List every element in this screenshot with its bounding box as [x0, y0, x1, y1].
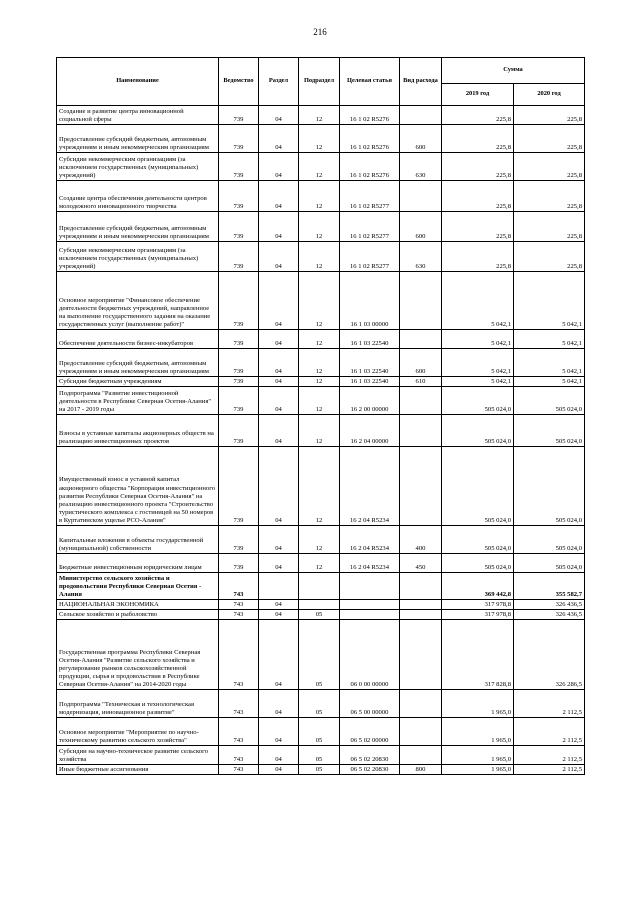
row-ministry: 743	[219, 620, 259, 690]
header-sum: Сумма	[442, 58, 585, 84]
row-sum-2019: 225,8	[442, 153, 514, 181]
row-subsection: 12	[299, 330, 340, 349]
row-target: 16 1 03 00000	[340, 272, 400, 330]
table-row	[57, 573, 585, 600]
row-target: 16 1 02 R5277	[340, 212, 400, 242]
row-section: 04	[259, 272, 299, 330]
row-target: 16 1 03 22540	[340, 349, 400, 377]
page-number: 216	[313, 27, 327, 37]
row-name: Бюджетные инвестиционным юридическим лицам	[57, 554, 219, 573]
row-ministry: 743	[219, 746, 259, 765]
row-section: 04	[259, 349, 299, 377]
row-expense: 600	[400, 212, 442, 242]
header-2020: 2020 год	[514, 84, 585, 106]
row-expense	[400, 620, 442, 690]
row-sum-2019: 317 978,8	[442, 600, 514, 610]
row-expense	[400, 746, 442, 765]
row-subsection	[299, 600, 340, 610]
table-row	[57, 620, 585, 690]
row-sum-2020: 2 112,5	[514, 690, 585, 718]
row-sum-2020: 225,8	[514, 153, 585, 181]
row-name: Основное мероприятие "Мероприятие по научно-техническому развитию сельского хозяйства"	[57, 718, 219, 746]
row-expense	[400, 272, 442, 330]
row-sum-2020: 225,8	[514, 106, 585, 125]
table-row	[57, 600, 585, 610]
row-section: 04	[259, 447, 299, 526]
table-row	[57, 377, 585, 387]
row-expense	[400, 573, 442, 600]
row-target: 16 1 03 22540	[340, 377, 400, 387]
row-expense: 400	[400, 526, 442, 554]
row-expense: 630	[400, 242, 442, 272]
table-row	[57, 125, 585, 153]
row-ministry: 739	[219, 153, 259, 181]
row-name: НАЦИОНАЛЬНАЯ ЭКОНОМИКА	[57, 600, 219, 610]
row-section: 04	[259, 125, 299, 153]
row-ministry: 743	[219, 718, 259, 746]
row-name: Субсидии на научно-техническое развитие сельского хозяйства	[57, 746, 219, 765]
row-subsection: 12	[299, 447, 340, 526]
header-ministry: Ведомство	[219, 58, 259, 106]
table-row	[57, 610, 585, 620]
table-row	[57, 526, 585, 554]
row-expense	[400, 181, 442, 212]
row-name: Сельское хозяйство и рыболовство	[57, 610, 219, 620]
table-row	[57, 554, 585, 573]
row-section: 04	[259, 620, 299, 690]
row-expense: 450	[400, 554, 442, 573]
row-sum-2020: 505 024,0	[514, 554, 585, 573]
row-sum-2019: 1 965,0	[442, 765, 514, 775]
row-expense: 600	[400, 349, 442, 377]
row-sum-2019: 317 978,8	[442, 610, 514, 620]
table-row	[57, 272, 585, 330]
row-ministry: 739	[219, 181, 259, 212]
row-target: 06 5 02 20830	[340, 765, 400, 775]
row-section: 04	[259, 106, 299, 125]
row-expense: 610	[400, 377, 442, 387]
row-expense	[400, 106, 442, 125]
row-subsection	[299, 573, 340, 600]
row-expense	[400, 718, 442, 746]
row-ministry: 739	[219, 377, 259, 387]
row-sum-2019: 5 042,1	[442, 272, 514, 330]
row-section	[259, 573, 299, 600]
row-ministry: 739	[219, 330, 259, 349]
row-name: Имущественный взнос в уставной капитал акционерного общества "Корпорация инвестиционного развития Республики Северная Осетия-Алания" на реализацию инвестиционного проекта "Строительство туристического комплекса с гостиницей на 50 номеров в Куртатинском ущелье РСО-Алания"	[57, 447, 219, 526]
table-row	[57, 690, 585, 718]
row-sum-2019: 225,8	[442, 242, 514, 272]
row-section: 04	[259, 746, 299, 765]
row-name: Предоставление субсидий бюджетным, автономным учреждениям и иным некоммерческим организациям	[57, 349, 219, 377]
table-row	[57, 181, 585, 212]
table-row	[57, 212, 585, 242]
row-sum-2019: 505 024,0	[442, 447, 514, 526]
row-ministry: 743	[219, 600, 259, 610]
row-name: Министерство сельского хозяйства и продовольствия Республики Северная Осетия - Алания	[57, 573, 219, 600]
table-row	[57, 330, 585, 349]
header-target: Целевая статья	[340, 58, 400, 106]
row-section: 04	[259, 330, 299, 349]
table-row	[57, 447, 585, 526]
header-section: Раздел	[259, 58, 299, 106]
row-subsection: 12	[299, 526, 340, 554]
row-name: Создание и развитие центра инновационной социальной сферы	[57, 106, 219, 125]
table-row	[57, 387, 585, 415]
row-section: 04	[259, 765, 299, 775]
table-body	[57, 106, 585, 775]
row-section: 04	[259, 415, 299, 447]
row-section: 04	[259, 718, 299, 746]
header-2019: 2019 год	[442, 84, 514, 106]
row-sum-2020: 326 286,5	[514, 620, 585, 690]
row-sum-2019: 225,8	[442, 125, 514, 153]
row-sum-2020: 5 042,1	[514, 349, 585, 377]
header-name: Наименование	[57, 58, 219, 106]
row-sum-2019: 505 024,0	[442, 415, 514, 447]
row-subsection: 12	[299, 153, 340, 181]
row-sum-2020: 505 024,0	[514, 447, 585, 526]
row-subsection: 12	[299, 181, 340, 212]
row-target: 06 5 02 20830	[340, 746, 400, 765]
row-sum-2019: 317 828,8	[442, 620, 514, 690]
row-target	[340, 600, 400, 610]
header-expense: Вид расхода	[400, 58, 442, 106]
row-expense	[400, 330, 442, 349]
row-sum-2020: 2 112,5	[514, 765, 585, 775]
row-sum-2019: 505 024,0	[442, 526, 514, 554]
row-sum-2020: 505 024,0	[514, 526, 585, 554]
row-section: 04	[259, 554, 299, 573]
row-ministry: 739	[219, 272, 259, 330]
row-section: 04	[259, 181, 299, 212]
row-name: Подпрограмма "Техническая и технологическая модернизация, инновационное развитие"	[57, 690, 219, 718]
row-target: 16 1 02 R5277	[340, 181, 400, 212]
row-subsection: 12	[299, 377, 340, 387]
row-target: 16 2 04 00000	[340, 415, 400, 447]
table-row	[57, 106, 585, 125]
row-name: Субсидии некоммерческим организациям (за исключением государственных (муниципальных) учреждений)	[57, 153, 219, 181]
row-section: 04	[259, 387, 299, 415]
row-target	[340, 610, 400, 620]
row-expense	[400, 600, 442, 610]
row-subsection: 12	[299, 242, 340, 272]
row-subsection: 12	[299, 415, 340, 447]
table-row	[57, 153, 585, 181]
row-expense	[400, 690, 442, 718]
row-ministry: 739	[219, 242, 259, 272]
row-target: 06 5 00 00000	[340, 690, 400, 718]
row-ministry: 739	[219, 526, 259, 554]
row-subsection: 12	[299, 272, 340, 330]
row-expense: 630	[400, 153, 442, 181]
row-sum-2019: 1 965,0	[442, 718, 514, 746]
row-target: 16 2 04 R5234	[340, 526, 400, 554]
row-sum-2020: 2 112,5	[514, 746, 585, 765]
row-sum-2020: 225,8	[514, 242, 585, 272]
row-sum-2019: 505 024,0	[442, 554, 514, 573]
budget-table	[56, 57, 585, 775]
row-name: Субсидии бюджетным учреждениям	[57, 377, 219, 387]
row-name: Подпрограмма "Развитие инвестиционной деятельности в Республике Северная Осетия-Алания" на 2017 - 2019 годы	[57, 387, 219, 415]
row-sum-2019: 1 965,0	[442, 746, 514, 765]
row-subsection: 05	[299, 690, 340, 718]
row-expense	[400, 447, 442, 526]
row-expense	[400, 610, 442, 620]
row-target: 16 2 04 R5234	[340, 554, 400, 573]
row-subsection: 12	[299, 106, 340, 125]
row-sum-2019: 5 042,1	[442, 377, 514, 387]
row-target: 16 2 00 00000	[340, 387, 400, 415]
row-name: Капитальные вложения в объекты государственной (муниципальной) собственности	[57, 526, 219, 554]
row-name: Предоставление субсидий бюджетным, автономным учреждениям и иным некоммерческим организациям	[57, 125, 219, 153]
row-name: Взносы в уставные капиталы акционерных обществ на реализацию инвестиционных проектов	[57, 415, 219, 447]
row-sum-2019: 505 024,0	[442, 387, 514, 415]
row-ministry: 739	[219, 125, 259, 153]
row-sum-2020: 505 024,0	[514, 415, 585, 447]
row-name: Основное мероприятие "Финансовое обеспечение деятельности бюджетных учреждений, направленное на выполнение государственного задания на оказание государственных услуг (выполнение работ)"	[57, 272, 219, 330]
row-subsection: 12	[299, 554, 340, 573]
row-section: 04	[259, 153, 299, 181]
row-sum-2020: 326 436,5	[514, 610, 585, 620]
row-target: 16 1 02 R5277	[340, 242, 400, 272]
row-target: 16 1 02 R5276	[340, 106, 400, 125]
row-subsection: 05	[299, 620, 340, 690]
row-sum-2019: 225,8	[442, 106, 514, 125]
row-target: 16 1 02 R5276	[340, 153, 400, 181]
table-row	[57, 349, 585, 377]
row-sum-2020: 2 112,5	[514, 718, 585, 746]
row-sum-2019: 5 042,1	[442, 330, 514, 349]
row-expense	[400, 415, 442, 447]
row-name: Субсидии некоммерческим организациям (за исключением государственных (муниципальных) учреждений)	[57, 242, 219, 272]
table-row	[57, 415, 585, 447]
row-name: Предоставление субсидий бюджетным, автономным учреждениям и иным некоммерческим организациям	[57, 212, 219, 242]
row-target: 16 2 04 R5234	[340, 447, 400, 526]
row-target: 16 1 02 R5276	[340, 125, 400, 153]
row-section: 04	[259, 377, 299, 387]
row-sum-2019: 369 442,8	[442, 573, 514, 600]
row-section: 04	[259, 600, 299, 610]
row-ministry: 739	[219, 447, 259, 526]
row-ministry: 739	[219, 387, 259, 415]
row-subsection: 12	[299, 125, 340, 153]
table-row	[57, 746, 585, 765]
row-subsection: 12	[299, 349, 340, 377]
row-target: 16 1 03 22540	[340, 330, 400, 349]
row-sum-2020: 326 436,5	[514, 600, 585, 610]
row-subsection: 05	[299, 746, 340, 765]
row-subsection: 12	[299, 212, 340, 242]
row-sum-2020: 5 042,1	[514, 377, 585, 387]
row-ministry: 739	[219, 212, 259, 242]
row-subsection: 05	[299, 610, 340, 620]
row-ministry: 739	[219, 106, 259, 125]
row-sum-2019: 225,8	[442, 212, 514, 242]
row-expense	[400, 387, 442, 415]
row-name: Создание центра обеспечения деятельности центров молодежного инновационного творчества	[57, 181, 219, 212]
row-sum-2020: 225,8	[514, 125, 585, 153]
row-subsection: 05	[299, 765, 340, 775]
row-sum-2020: 5 042,1	[514, 330, 585, 349]
row-section: 04	[259, 690, 299, 718]
row-sum-2020: 505 024,0	[514, 387, 585, 415]
row-ministry: 743	[219, 573, 259, 600]
table-row	[57, 718, 585, 746]
row-sum-2019: 225,8	[442, 181, 514, 212]
row-sum-2019: 1 965,0	[442, 690, 514, 718]
row-target: 06 5 02 00000	[340, 718, 400, 746]
row-subsection: 05	[299, 718, 340, 746]
row-ministry: 743	[219, 690, 259, 718]
row-section: 04	[259, 242, 299, 272]
row-ministry: 743	[219, 610, 259, 620]
row-expense: 600	[400, 125, 442, 153]
table-row	[57, 242, 585, 272]
row-sum-2020: 5 042,1	[514, 272, 585, 330]
table-row	[57, 765, 585, 775]
row-name: Государственная программа Республики Северная Осетия-Алания "Развитие сельского хозяйства и регулирование рынков сельскохозяйственной продукции, сырья и продовольствия в Республике Северная Осетия-Алания" на 2014-2020 годы	[57, 620, 219, 690]
row-ministry: 739	[219, 415, 259, 447]
row-target: 06 0 00 00000	[340, 620, 400, 690]
header-subsection: Подраздел	[299, 58, 340, 106]
row-sum-2020: 225,8	[514, 181, 585, 212]
row-ministry: 739	[219, 349, 259, 377]
row-section: 04	[259, 610, 299, 620]
row-ministry: 739	[219, 554, 259, 573]
row-sum-2020: 225,8	[514, 212, 585, 242]
row-section: 04	[259, 526, 299, 554]
row-expense: 800	[400, 765, 442, 775]
row-section: 04	[259, 212, 299, 242]
row-sum-2019: 5 042,1	[442, 349, 514, 377]
row-name: Обеспечение деятельности бизнес-инкубаторов	[57, 330, 219, 349]
row-target	[340, 573, 400, 600]
row-subsection: 12	[299, 387, 340, 415]
row-ministry: 743	[219, 765, 259, 775]
row-name: Иные бюджетные ассигнования	[57, 765, 219, 775]
row-sum-2020: 355 582,7	[514, 573, 585, 600]
